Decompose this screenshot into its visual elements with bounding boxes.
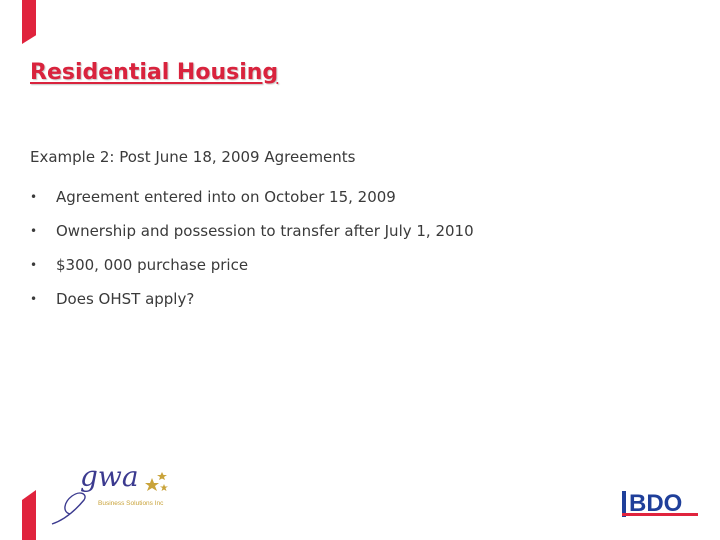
logo-swoosh — [52, 493, 85, 524]
gwa-tagline: Business Solutions Inc — [98, 500, 164, 507]
bullet-text: Ownership and possession to transfer after July 1, 2010 — [56, 222, 474, 240]
bullet-item — [30, 248, 474, 282]
bullet-item — [30, 214, 474, 248]
bullet-list — [30, 180, 474, 316]
bullet-text: Agreement entered into on October 15, 2009 — [56, 188, 396, 206]
accent-bar-bottom — [22, 490, 36, 540]
gwa-wordmark: gwa — [80, 460, 139, 493]
accent-bar-top — [22, 0, 36, 44]
slide-title: Residential Housing — [30, 60, 279, 85]
bullet-item — [30, 282, 474, 316]
bdo-wordmark: BDO — [629, 490, 683, 517]
bullet-text: Does OHST apply? — [56, 290, 195, 308]
gwa-logo — [44, 460, 184, 530]
bullet-icon: • — [30, 292, 38, 306]
bdo-logo — [620, 488, 700, 522]
bullet-text: $300, 000 purchase price — [56, 256, 249, 274]
bullet-icon: • — [30, 224, 38, 238]
slide-subtitle: Example 2: Post June 18, 2009 Agreements — [30, 148, 356, 166]
bullet-icon: • — [30, 258, 38, 272]
bullet-item — [30, 180, 474, 214]
star-icon — [145, 472, 168, 491]
bullet-icon: • — [30, 190, 38, 204]
